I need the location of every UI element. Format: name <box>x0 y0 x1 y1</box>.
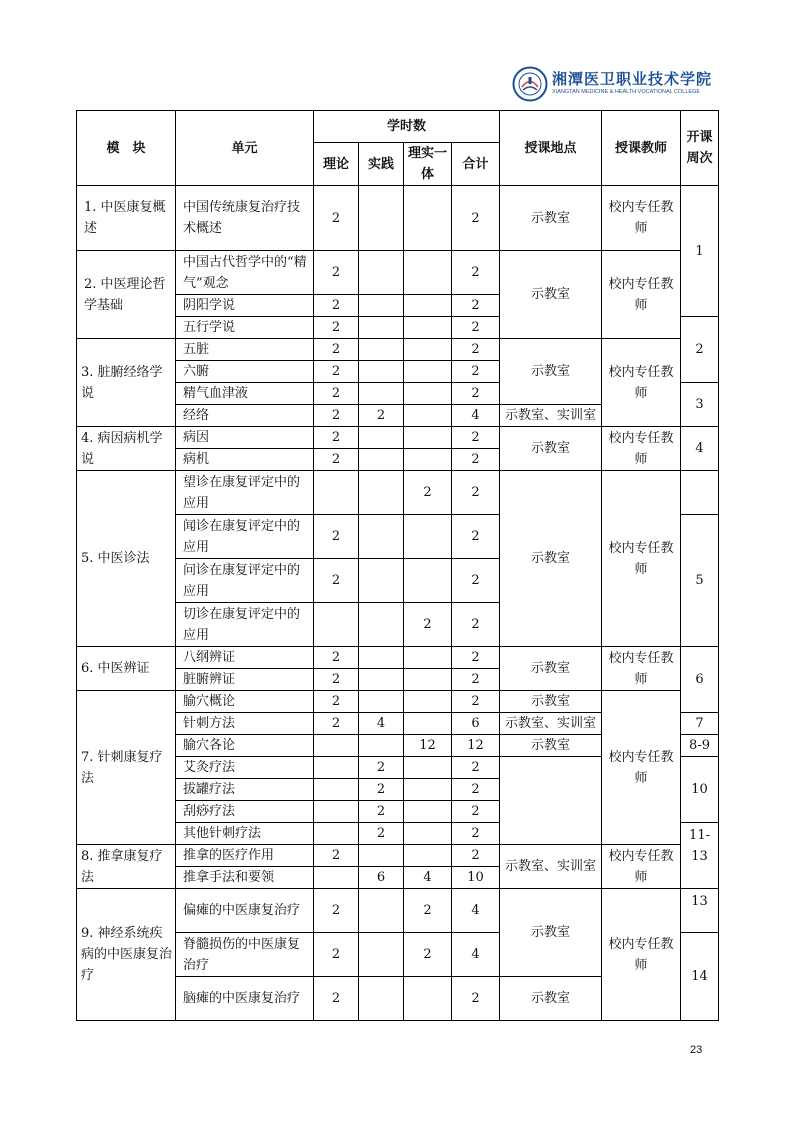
college-name-cn: 湘潭医卫职业技术学院 <box>552 70 713 88</box>
header-total: 合计 <box>452 143 500 186</box>
week-cell: 8-9 <box>681 735 719 757</box>
practice-cell: 2 <box>359 779 404 801</box>
integrated-cell: 4 <box>404 867 452 889</box>
practice-cell <box>359 977 404 1021</box>
practice-cell: 2 <box>359 801 404 823</box>
integrated-cell <box>404 647 452 669</box>
integrated-cell <box>404 427 452 449</box>
module-cell: 9. 神经系统疾病的中医康复治疗 <box>77 889 176 1021</box>
unit-cell: 中国古代哲学中的“精气”观念 <box>176 251 314 295</box>
integrated-cell <box>404 713 452 735</box>
theory-cell: 2 <box>314 559 359 603</box>
week-cell: 11-13 <box>681 823 719 889</box>
practice-cell <box>359 186 404 251</box>
unit-cell: 六腑 <box>176 361 314 383</box>
theory-cell: 2 <box>314 933 359 977</box>
practice-cell <box>359 669 404 691</box>
total-cell: 2 <box>452 427 500 449</box>
integrated-cell <box>404 186 452 251</box>
total-cell: 2 <box>452 977 500 1021</box>
unit-cell: 病因 <box>176 427 314 449</box>
unit-cell: 腧穴各论 <box>176 735 314 757</box>
unit-cell: 五脏 <box>176 339 314 361</box>
location-cell: 示教室 <box>500 186 602 251</box>
week-cell: 4 <box>681 427 719 471</box>
integrated-cell <box>404 405 452 427</box>
module-cell: 8. 推拿康复疗法 <box>77 845 176 889</box>
week-cell: 14 <box>681 933 719 1021</box>
practice-cell <box>359 339 404 361</box>
location-cell: 示教室 <box>500 339 602 405</box>
total-cell: 2 <box>452 801 500 823</box>
total-cell: 4 <box>452 889 500 933</box>
theory-cell: 2 <box>314 405 359 427</box>
module-cell: 7. 针刺康复疗法 <box>77 691 176 845</box>
unit-cell: 推拿的医疗作用 <box>176 845 314 867</box>
teacher-cell: 校内专任教师 <box>602 647 681 691</box>
theory-cell <box>314 471 359 515</box>
total-cell: 4 <box>452 933 500 977</box>
college-seal-icon <box>512 66 548 102</box>
total-cell: 2 <box>452 295 500 317</box>
theory-cell: 2 <box>314 713 359 735</box>
practice-cell <box>359 559 404 603</box>
theory-cell: 2 <box>314 449 359 471</box>
module-cell: 3. 脏腑经络学说 <box>77 339 176 427</box>
week-cell: 6 <box>681 647 719 713</box>
practice-cell <box>359 427 404 449</box>
location-cell: 示教室 <box>500 647 602 691</box>
integrated-cell <box>404 801 452 823</box>
practice-cell <box>359 933 404 977</box>
practice-cell <box>359 471 404 515</box>
practice-cell <box>359 251 404 295</box>
location-cell: 示教室 <box>500 889 602 977</box>
integrated-cell: 12 <box>404 735 452 757</box>
total-cell: 2 <box>452 471 500 515</box>
theory-cell <box>314 735 359 757</box>
week-cell: 1 <box>681 186 719 317</box>
practice-cell <box>359 383 404 405</box>
unit-cell: 艾灸疗法 <box>176 757 314 779</box>
integrated-cell <box>404 823 452 845</box>
week-cell: 5 <box>681 515 719 647</box>
module-cell: 1. 中医康复概述 <box>77 186 176 251</box>
theory-cell: 2 <box>314 339 359 361</box>
teacher-cell: 校内专任教师 <box>602 691 681 845</box>
integrated-cell <box>404 515 452 559</box>
location-cell: 示教室、实训室 <box>500 845 602 889</box>
integrated-cell: 2 <box>404 933 452 977</box>
module-cell: 2. 中医理论哲学基础 <box>77 251 176 339</box>
unit-cell: 针刺方法 <box>176 713 314 735</box>
theory-cell <box>314 801 359 823</box>
theory-cell: 2 <box>314 186 359 251</box>
integrated-cell <box>404 361 452 383</box>
practice-cell <box>359 845 404 867</box>
integrated-cell <box>404 251 452 295</box>
unit-cell: 其他针刺疗法 <box>176 823 314 845</box>
unit-cell: 望诊在康复评定中的应用 <box>176 471 314 515</box>
unit-cell: 五行学说 <box>176 317 314 339</box>
integrated-cell <box>404 757 452 779</box>
theory-cell: 2 <box>314 317 359 339</box>
theory-cell <box>314 603 359 647</box>
theory-cell: 2 <box>314 977 359 1021</box>
total-cell: 2 <box>452 757 500 779</box>
total-cell: 2 <box>452 361 500 383</box>
total-cell: 4 <box>452 405 500 427</box>
module-cell: 4. 病因病机学说 <box>77 427 176 471</box>
total-cell: 2 <box>452 691 500 713</box>
practice-cell: 2 <box>359 823 404 845</box>
location-cell: 示教室、实训室 <box>500 713 602 735</box>
unit-cell: 中国传统康复治疗技术概述 <box>176 186 314 251</box>
location-cell: 示教室、实训室 <box>500 405 602 427</box>
integrated-cell <box>404 383 452 405</box>
unit-cell: 偏瘫的中医康复治疗 <box>176 889 314 933</box>
total-cell: 2 <box>452 559 500 603</box>
unit-cell: 脊髓损伤的中医康复治疗 <box>176 933 314 977</box>
integrated-cell <box>404 691 452 713</box>
unit-cell: 拔罐疗法 <box>176 779 314 801</box>
week-cell-empty <box>681 471 719 515</box>
header-location: 授课地点 <box>500 111 602 186</box>
theory-cell <box>314 823 359 845</box>
college-name-en: XIANGTAN MEDICINE & HEALTH VOCATIONAL COLLEGE <box>552 89 701 95</box>
total-cell: 2 <box>452 251 500 295</box>
practice-cell <box>359 647 404 669</box>
unit-cell: 问诊在康复评定中的应用 <box>176 559 314 603</box>
total-cell: 2 <box>452 823 500 845</box>
location-cell: 示教室 <box>500 471 602 647</box>
practice-cell <box>359 361 404 383</box>
college-logo <box>512 66 712 104</box>
practice-cell <box>359 449 404 471</box>
header-teacher: 授课教师 <box>602 111 681 186</box>
theory-cell <box>314 779 359 801</box>
location-cell: 示教室 <box>500 735 602 757</box>
unit-cell: 脑瘫的中医康复治疗 <box>176 977 314 1021</box>
header-hours: 学时数 <box>314 111 500 143</box>
total-cell: 2 <box>452 186 500 251</box>
theory-cell: 2 <box>314 427 359 449</box>
total-cell: 10 <box>452 867 500 889</box>
theory-cell: 2 <box>314 361 359 383</box>
practice-cell <box>359 295 404 317</box>
integrated-cell: 2 <box>404 603 452 647</box>
teacher-cell: 校内专任教师 <box>602 471 681 647</box>
location-cell: 示教室 <box>500 691 602 713</box>
practice-cell <box>359 515 404 559</box>
location-cell-empty <box>500 757 602 845</box>
integrated-cell <box>404 845 452 867</box>
integrated-cell: 2 <box>404 471 452 515</box>
unit-cell: 精气血津液 <box>176 383 314 405</box>
header-unit: 单元 <box>176 111 314 186</box>
teacher-cell: 校内专任教师 <box>602 845 681 889</box>
teacher-cell: 校内专任教师 <box>602 427 681 471</box>
practice-cell <box>359 889 404 933</box>
practice-cell <box>359 317 404 339</box>
unit-cell: 阴阳学说 <box>176 295 314 317</box>
theory-cell: 2 <box>314 251 359 295</box>
total-cell: 2 <box>452 779 500 801</box>
week-cell: 7 <box>681 713 719 735</box>
total-cell: 6 <box>452 713 500 735</box>
unit-cell: 刮痧疗法 <box>176 801 314 823</box>
theory-cell: 2 <box>314 669 359 691</box>
week-cell: 13 <box>681 889 719 933</box>
integrated-cell <box>404 295 452 317</box>
practice-cell <box>359 735 404 757</box>
theory-cell: 2 <box>314 515 359 559</box>
header-practice: 实践 <box>359 143 404 186</box>
unit-cell: 脏腑辨证 <box>176 669 314 691</box>
integrated-cell <box>404 317 452 339</box>
integrated-cell <box>404 449 452 471</box>
integrated-cell <box>404 779 452 801</box>
unit-cell: 腧穴概论 <box>176 691 314 713</box>
theory-cell: 2 <box>314 889 359 933</box>
header-module: 模 块 <box>77 111 176 186</box>
location-cell: 示教室 <box>500 977 602 1021</box>
location-cell: 示教室 <box>500 251 602 339</box>
theory-cell: 2 <box>314 295 359 317</box>
location-cell: 示教室 <box>500 427 602 471</box>
total-cell: 2 <box>452 647 500 669</box>
theory-cell <box>314 757 359 779</box>
practice-cell: 2 <box>359 405 404 427</box>
teacher-cell: 校内专任教师 <box>602 251 681 339</box>
unit-cell: 八纲辨证 <box>176 647 314 669</box>
week-cell: 3 <box>681 383 719 427</box>
practice-cell: 2 <box>359 757 404 779</box>
theory-cell: 2 <box>314 691 359 713</box>
practice-cell: 4 <box>359 713 404 735</box>
theory-cell: 2 <box>314 647 359 669</box>
teacher-cell: 校内专任教师 <box>602 889 681 1021</box>
practice-cell <box>359 603 404 647</box>
theory-cell: 2 <box>314 845 359 867</box>
total-cell: 2 <box>452 669 500 691</box>
module-cell: 6. 中医辨证 <box>77 647 176 691</box>
integrated-cell <box>404 559 452 603</box>
unit-cell: 闻诊在康复评定中的应用 <box>176 515 314 559</box>
total-cell: 2 <box>452 603 500 647</box>
theory-cell <box>314 867 359 889</box>
total-cell: 2 <box>452 339 500 361</box>
unit-cell: 病机 <box>176 449 314 471</box>
total-cell: 12 <box>452 735 500 757</box>
unit-cell: 经络 <box>176 405 314 427</box>
total-cell: 2 <box>452 515 500 559</box>
total-cell: 2 <box>452 449 500 471</box>
theory-cell: 2 <box>314 383 359 405</box>
practice-cell: 6 <box>359 867 404 889</box>
page-number: 23 <box>690 1044 703 1056</box>
week-cell: 2 <box>681 317 719 383</box>
total-cell: 2 <box>452 845 500 867</box>
integrated-cell <box>404 977 452 1021</box>
integrated-cell <box>404 339 452 361</box>
header-integrated: 理实一体 <box>404 143 452 186</box>
module-cell: 5. 中医诊法 <box>77 471 176 647</box>
practice-cell <box>359 691 404 713</box>
integrated-cell <box>404 669 452 691</box>
curriculum-schedule-table <box>76 110 719 1021</box>
teacher-cell: 校内专任教师 <box>602 186 681 251</box>
total-cell: 2 <box>452 383 500 405</box>
week-cell: 10 <box>681 757 719 823</box>
header-week: 开课周次 <box>681 111 719 186</box>
integrated-cell: 2 <box>404 889 452 933</box>
teacher-cell: 校内专任教师 <box>602 339 681 427</box>
unit-cell: 切诊在康复评定中的应用 <box>176 603 314 647</box>
unit-cell: 推拿手法和要领 <box>176 867 314 889</box>
total-cell: 2 <box>452 317 500 339</box>
header-theory: 理论 <box>314 143 359 186</box>
